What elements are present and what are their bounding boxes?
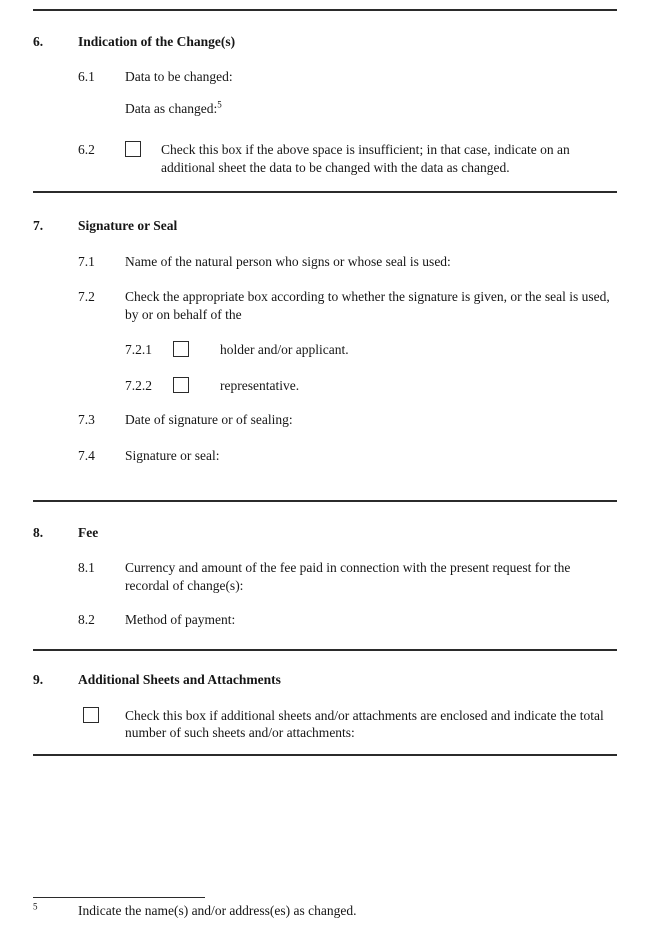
additional-sheets-checkbox[interactable] — [83, 707, 99, 723]
section-title: Indication of the Change(s) — [78, 34, 236, 49]
item-text: holder and/or applicant. — [220, 342, 349, 358]
item-text: Date of signature or of sealing: — [125, 411, 293, 427]
footnote-divider — [33, 897, 205, 898]
footnote — [33, 902, 617, 920]
section-title: Additional Sheets and Attachments — [78, 671, 281, 687]
section-8-heading — [33, 524, 617, 542]
insufficient-space-checkbox[interactable] — [125, 141, 141, 157]
section-6-heading — [33, 33, 617, 51]
section-divider — [33, 754, 617, 756]
item-text: Name of the natural person who signs or whose seal is used: — [125, 253, 451, 269]
item-text: Method of payment: — [125, 612, 236, 627]
item-number: 7.2.1 — [125, 342, 152, 358]
item-number-spacer — [78, 100, 125, 118]
checkbox-cell — [173, 377, 220, 396]
item-text — [125, 100, 617, 118]
checkbox-cell — [125, 141, 161, 177]
item-8-1 — [33, 559, 617, 595]
item-number: 7.4 — [78, 447, 95, 463]
section-7-heading — [33, 217, 617, 235]
item-6-2 — [33, 141, 617, 177]
item-number: 7.2 — [78, 288, 95, 304]
item-8-2 — [33, 611, 617, 629]
section-divider — [33, 649, 617, 651]
section-number: 9. — [33, 671, 44, 687]
footnote-marker — [33, 902, 78, 920]
item-7-2 — [33, 288, 617, 324]
top-divider — [33, 9, 617, 11]
data-as-changed-label: Data as changed: — [125, 100, 218, 116]
item-text: representative. — [220, 378, 300, 394]
item-text: Currency and amount of the fee paid in connection with the present request for the recordal of change(s): — [125, 560, 571, 594]
item-6-1-data-as-changed — [33, 100, 617, 118]
item-number: 6.2 — [78, 142, 95, 158]
item-7-3 — [33, 411, 617, 429]
representative-checkbox[interactable] — [173, 377, 189, 393]
footnote-ref: 5 — [217, 99, 222, 110]
item-number: 8.2 — [78, 612, 95, 627]
item-7-1 — [33, 253, 617, 271]
footnote-text: Indicate the name(s) and/or address(es) as changed. — [78, 903, 357, 918]
footnote-marker-number: 5 — [33, 901, 38, 912]
item-text: Check the appropriate box according to whether the signature is given, or the seal is used, by or on behalf of the — [125, 288, 610, 322]
item-number: 6.1 — [78, 68, 95, 84]
section-number: 6. — [33, 34, 44, 49]
item-7-4 — [33, 447, 617, 465]
item-text: Data to be changed: — [125, 68, 233, 84]
item-number: 7.3 — [78, 411, 95, 427]
item-text: Signature or seal: — [125, 447, 220, 463]
section-9-heading — [33, 671, 617, 689]
item-text: Check this box if the above space is insufficient; in that case, indicate on an additional sheet the data to be changed with the data as changed. — [161, 142, 570, 176]
checkbox-cell — [173, 341, 220, 360]
item-7-2-2 — [33, 377, 617, 396]
section-divider — [33, 500, 617, 502]
item-number: 7.1 — [78, 253, 95, 269]
item-number: 8.1 — [78, 560, 95, 576]
item-6-1 — [33, 68, 617, 86]
item-7-2-1 — [33, 341, 617, 360]
checkbox-cell — [83, 707, 125, 743]
section-title: Signature or Seal — [78, 218, 178, 234]
section-title: Fee — [78, 524, 99, 540]
holder-applicant-checkbox[interactable] — [173, 341, 189, 357]
item-9-attachments — [33, 707, 617, 743]
section-divider — [33, 191, 617, 193]
section-number: 7. — [33, 218, 44, 234]
footnote-block — [33, 897, 617, 920]
section-number: 8. — [33, 524, 44, 540]
item-number: 7.2.2 — [125, 378, 152, 394]
item-text: Check this box if additional sheets and/or attachments are enclosed and indicate the total number of such sheets and/or attachments: — [125, 707, 604, 741]
